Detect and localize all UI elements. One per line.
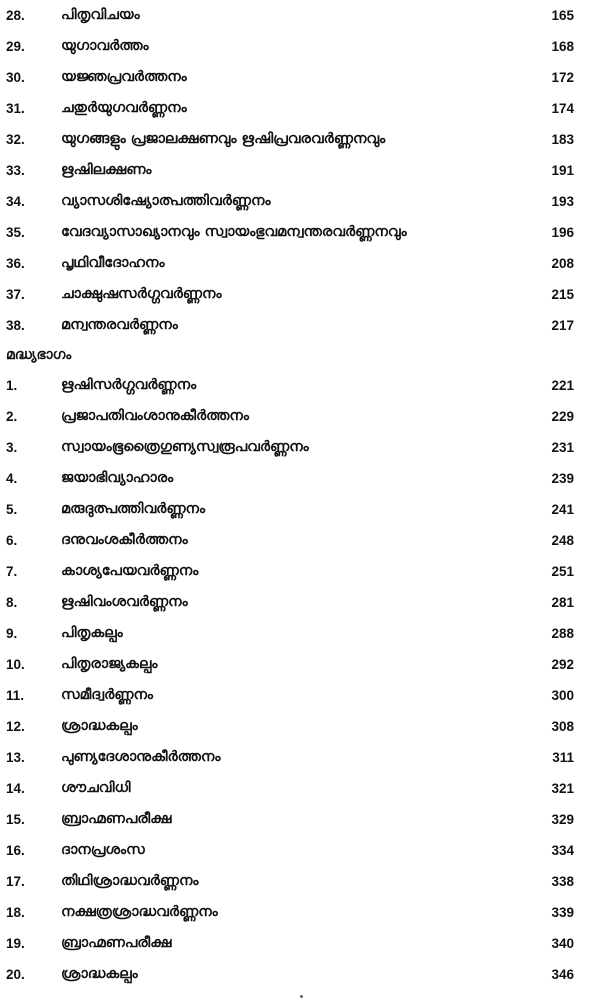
toc-entry-title: ശൗചവിധി: [61, 780, 131, 796]
toc-entry-title: വേദവ്യാസാഖ്യാനവും സ്വായംഭുവമന്വന്തരവർണ്ണനവും: [61, 224, 407, 240]
toc-entry-title: പിതൃരാജ്യകല്പം: [61, 656, 158, 672]
toc-entry-number: 5.: [6, 502, 18, 517]
toc-entry-title: യുഗാവർത്തം: [61, 38, 149, 54]
toc-entry-page-number: 308: [551, 719, 574, 734]
toc-entry: [0, 155, 600, 186]
toc-entry-number: 36.: [6, 256, 25, 271]
toc-entry-title: യജ്ഞപ്രവർത്തനം: [61, 69, 187, 85]
toc-entry: [0, 556, 600, 587]
toc-entry-page-number: 217: [551, 318, 574, 333]
toc-entry: [0, 279, 600, 310]
toc-entry-title: ചതുർയുഗവർണ്ണനം: [61, 100, 187, 116]
toc-entry-title: സ്വായംഭൂത്രൈഗുണ്യസ്വരൂപവർണ്ണനം: [61, 439, 309, 455]
toc-entry-title: കാശ്യപേയവർണ്ണനം: [61, 563, 199, 579]
toc-entry-page-number: 248: [551, 533, 574, 548]
toc-entry-title: ദനുവംശകീർത്തനം: [61, 532, 188, 548]
toc-entry-page-number: 172: [551, 70, 574, 85]
toc-entry-page-number: 346: [551, 967, 574, 982]
toc-entry-number: 16.: [6, 843, 25, 858]
toc-list-part-one: [0, 0, 600, 341]
toc-entry-title: ഋഷിലക്ഷണം: [61, 162, 152, 178]
toc-entry-page-number: 231: [551, 440, 574, 455]
toc-entry-number: 19.: [6, 936, 25, 951]
toc-entry-title: യുഗങ്ങളും പ്രജാലക്ഷണവും ഋഷിപ്രവരവർണ്ണനവും: [61, 131, 386, 147]
toc-entry-title: ജയാഭിവ്യാഹാരം: [61, 470, 174, 486]
toc-entry: [0, 93, 600, 124]
toc-entry: [0, 31, 600, 62]
toc-entry: [0, 463, 600, 494]
toc-entry-number: 31.: [6, 101, 25, 116]
toc-entry-page-number: 196: [551, 225, 574, 240]
toc-entry-number: 12.: [6, 719, 25, 734]
toc-entry-number: 2.: [6, 409, 18, 424]
toc-entry-number: 14.: [6, 781, 25, 796]
toc-entry-title: മരുദുത്പത്തിവർണ്ണനം: [61, 501, 206, 517]
toc-entry-page-number: 288: [551, 626, 574, 641]
toc-entry-number: 1.: [6, 378, 18, 393]
toc-entry-title: പിതൃകല്പം: [61, 625, 123, 641]
page-speck: [300, 995, 303, 998]
toc-entry-number: 20.: [6, 967, 25, 982]
toc-entry-page-number: 165: [551, 8, 574, 23]
toc-entry-number: 38.: [6, 318, 25, 333]
toc-entry: [0, 432, 600, 463]
toc-entry: [0, 310, 600, 341]
toc-entry-title: പൃഥിവീദോഹനം: [61, 255, 165, 271]
toc-entry-number: 29.: [6, 39, 25, 54]
toc-entry: [0, 587, 600, 618]
toc-entry-title: തിഥിശ്രാദ്ധവർണ്ണനം: [61, 873, 199, 889]
toc-entry-page-number: 191: [551, 163, 574, 178]
toc-entry: [0, 186, 600, 217]
toc-entry-page-number: 221: [551, 378, 574, 393]
toc-entry: [0, 370, 600, 401]
toc-entry-title: മന്വന്തരവർണ്ണനം: [61, 317, 178, 333]
toc-entry-title: ഋഷിവംശവർണ്ണനം: [61, 594, 188, 610]
toc-entry: [0, 494, 600, 525]
toc-entry-title: ദാനപ്രശംസ: [61, 842, 145, 858]
toc-entry-page-number: 340: [551, 936, 574, 951]
toc-entry-page-number: 251: [551, 564, 574, 579]
toc-entry-number: 13.: [6, 750, 25, 765]
toc-entry-number: 32.: [6, 132, 25, 147]
toc-entry: [0, 835, 600, 866]
toc-entry-title: ശ്രാദ്ധകല്പം: [61, 718, 138, 734]
toc-entry: [0, 773, 600, 804]
toc-entry-page-number: 229: [551, 409, 574, 424]
toc-list-middle-part: [0, 370, 600, 990]
toc-entry-number: 37.: [6, 287, 25, 302]
toc-entry: [0, 0, 600, 31]
toc-entry-page-number: 183: [551, 132, 574, 147]
toc-entry-number: 28.: [6, 8, 25, 23]
toc-entry-title: നക്ഷത്രശ്രാദ്ധവർണ്ണനം: [61, 904, 218, 920]
toc-entry-number: 30.: [6, 70, 25, 85]
toc-entry-number: 8.: [6, 595, 18, 610]
toc-entry-page-number: 215: [551, 287, 574, 302]
toc-entry: [0, 804, 600, 835]
toc-entry-title: പ്രജാപതിവംശാനുകീർത്തനം: [61, 408, 249, 424]
toc-entry-page-number: 292: [551, 657, 574, 672]
toc-entry-title: പിതൃവിചയം: [61, 7, 140, 23]
toc-entry: [0, 525, 600, 556]
toc-entry: [0, 618, 600, 649]
toc-entry-page-number: 338: [551, 874, 574, 889]
toc-entry-number: 34.: [6, 194, 25, 209]
toc-entry-number: 11.: [6, 688, 25, 703]
toc-entry-page-number: 168: [551, 39, 574, 54]
toc-entry-number: 9.: [6, 626, 18, 641]
toc-entry: [0, 124, 600, 155]
toc-entry-page-number: 241: [551, 502, 574, 517]
toc-entry-number: 17.: [6, 874, 25, 889]
toc-entry-number: 6.: [6, 533, 18, 548]
toc-entry-page-number: 311: [552, 750, 574, 765]
toc-entry: [0, 742, 600, 773]
toc-entry-page-number: 193: [551, 194, 574, 209]
toc-entry-title: വ്യാസശിഷ്യോത്പത്തിവർണ്ണനം: [61, 193, 271, 209]
toc-entry-page-number: 239: [551, 471, 574, 486]
toc-entry: [0, 866, 600, 897]
toc-entry-title: ചാക്ഷുഷസർഗ്ഗവർണ്ണനം: [61, 286, 222, 302]
toc-entry-title: ബ്രാഹ്മണപരീക്ഷ: [61, 811, 172, 827]
toc-entry-title: ശ്രാദ്ധകല്പം: [61, 966, 138, 982]
toc-entry: [0, 711, 600, 742]
toc-entry: [0, 928, 600, 959]
toc-entry-page-number: 208: [551, 256, 574, 271]
toc-entry-number: 15.: [6, 812, 25, 827]
toc-entry-title: സമീദ്വർണ്ണനം: [61, 687, 154, 703]
toc-entry-title: ബ്രാഹ്മണപരീക്ഷ: [61, 935, 172, 951]
toc-entry: [0, 649, 600, 680]
toc-entry: [0, 897, 600, 928]
toc-entry: [0, 217, 600, 248]
toc-entry-title: ഋഷിസർഗ്ഗവർണ്ണനം: [61, 377, 197, 393]
toc-entry-number: 33.: [6, 163, 25, 178]
toc-entry-page-number: 300: [551, 688, 574, 703]
toc-entry-number: 7.: [6, 564, 18, 579]
toc-entry-number: 3.: [6, 440, 18, 455]
toc-entry-number: 35.: [6, 225, 25, 240]
toc-entry-page-number: 339: [551, 905, 574, 920]
toc-entry: [0, 248, 600, 279]
toc-entry: [0, 62, 600, 93]
toc-entry-page-number: 174: [551, 101, 574, 116]
section-heading: മദ്ധ്യഭാഗം: [6, 347, 72, 363]
toc-entry-number: 18.: [6, 905, 25, 920]
toc-entry-number: 4.: [6, 471, 18, 486]
toc-entry-page-number: 281: [551, 595, 574, 610]
toc-entry: [0, 959, 600, 990]
toc-entry-title: പുണ്യദേശാനുകീർത്തനം: [61, 749, 221, 765]
toc-entry: [0, 680, 600, 711]
toc-entry-page-number: 334: [551, 843, 574, 858]
toc-entry-number: 10.: [6, 657, 25, 672]
toc-entry: [0, 401, 600, 432]
toc-entry-page-number: 329: [551, 812, 574, 827]
toc-entry-page-number: 321: [551, 781, 574, 796]
